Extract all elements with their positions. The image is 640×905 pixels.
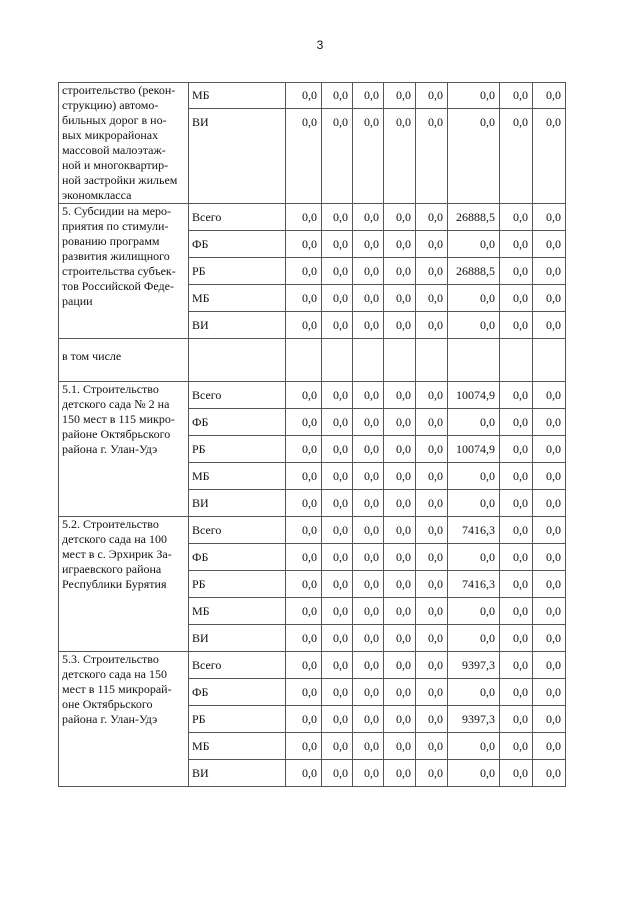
value-cell: 0,0	[322, 544, 353, 571]
value-cell: 0,0	[448, 760, 500, 787]
value-cell: 0,0	[384, 204, 416, 231]
empty-cell	[448, 339, 500, 382]
value-cell: 0,0	[533, 544, 566, 571]
value-cell: 0,0	[448, 285, 500, 312]
value-cell: 0,0	[416, 285, 448, 312]
value-cell: 0,0	[286, 285, 322, 312]
value-cell: 0,0	[533, 285, 566, 312]
value-cell: 0,0	[416, 490, 448, 517]
value-cell: 0,0	[322, 733, 353, 760]
description-line: струкцию) автомо-	[62, 98, 159, 112]
funding-source: Всего	[189, 517, 286, 544]
value-cell: 0,0	[416, 706, 448, 733]
description-line: ной и многоквартир-	[62, 158, 169, 172]
funding-source: ВИ	[189, 490, 286, 517]
value-cell: 0,0	[416, 544, 448, 571]
description-line: ной застройки жильем	[62, 173, 178, 187]
value-cell: 0,0	[286, 312, 322, 339]
value-cell: 0,0	[286, 83, 322, 109]
value-cell: 0,0	[384, 409, 416, 436]
value-cell: 0,0	[322, 231, 353, 258]
item-description	[59, 382, 189, 517]
value-cell: 0,0	[322, 571, 353, 598]
value-cell: 0,0	[416, 83, 448, 109]
value-cell: 0,0	[322, 83, 353, 109]
value-cell: 0,0	[500, 706, 533, 733]
item-description	[59, 517, 189, 652]
value-cell: 0,0	[448, 409, 500, 436]
funding-source: МБ	[189, 733, 286, 760]
value-cell: 0,0	[322, 679, 353, 706]
value-cell: 0,0	[416, 571, 448, 598]
funding-source: ВИ	[189, 109, 286, 204]
description-line: мест в с. Эрхирик За-	[62, 547, 172, 561]
value-cell: 0,0	[500, 760, 533, 787]
value-cell: 0,0	[322, 312, 353, 339]
value-cell: 0,0	[416, 382, 448, 409]
value-cell: 0,0	[448, 490, 500, 517]
empty-cell	[353, 339, 384, 382]
value-cell: 0,0	[286, 231, 322, 258]
funding-source: Всего	[189, 204, 286, 231]
value-cell: 0,0	[322, 598, 353, 625]
value-cell: 0,0	[353, 312, 384, 339]
value-cell: 0,0	[384, 490, 416, 517]
budget-table	[58, 82, 566, 787]
value-cell: 0,0	[533, 706, 566, 733]
empty-cell	[384, 339, 416, 382]
description-line: детского сада на 100	[62, 532, 167, 546]
value-cell: 0,0	[384, 544, 416, 571]
value-cell: 0,0	[286, 679, 322, 706]
funding-source: Всего	[189, 382, 286, 409]
value-cell: 0,0	[353, 625, 384, 652]
value-cell: 0,0	[286, 463, 322, 490]
description-line: районе Октябрьского	[62, 427, 171, 441]
value-cell: 0,0	[500, 382, 533, 409]
value-cell: 0,0	[448, 679, 500, 706]
value-cell: 0,0	[416, 204, 448, 231]
value-cell: 0,0	[286, 258, 322, 285]
value-cell: 0,0	[533, 83, 566, 109]
funding-source: РБ	[189, 571, 286, 598]
value-cell: 0,0	[533, 436, 566, 463]
funding-source: ВИ	[189, 760, 286, 787]
value-cell: 0,0	[500, 312, 533, 339]
value-cell: 0,0	[416, 231, 448, 258]
value-cell: 0,0	[533, 517, 566, 544]
value-cell: 0,0	[286, 490, 322, 517]
funding-source: Всего	[189, 652, 286, 679]
value-cell: 0,0	[500, 258, 533, 285]
description-line: 5. Субсидии на меро-	[62, 204, 172, 218]
item-description	[59, 204, 189, 339]
value-cell: 0,0	[353, 517, 384, 544]
table-row	[59, 652, 566, 679]
value-cell: 0,0	[416, 517, 448, 544]
value-cell: 0,0	[286, 598, 322, 625]
note-cell: в том числе	[59, 339, 189, 382]
value-cell: 0,0	[448, 231, 500, 258]
funding-source: ВИ	[189, 312, 286, 339]
value-cell: 0,0	[500, 231, 533, 258]
value-cell: 0,0	[353, 436, 384, 463]
value-cell: 0,0	[286, 760, 322, 787]
value-cell: 0,0	[416, 625, 448, 652]
empty-cell	[416, 339, 448, 382]
value-cell: 0,0	[353, 706, 384, 733]
value-cell: 0,0	[500, 571, 533, 598]
value-cell: 0,0	[500, 598, 533, 625]
value-cell: 0,0	[353, 652, 384, 679]
value-cell: 0,0	[448, 463, 500, 490]
value-cell: 0,0	[322, 463, 353, 490]
funding-source: ФБ	[189, 409, 286, 436]
value-cell: 0,0	[322, 652, 353, 679]
value-cell: 0,0	[286, 706, 322, 733]
value-cell: 0,0	[500, 285, 533, 312]
value-cell: 0,0	[384, 436, 416, 463]
value-cell: 9397,3	[448, 706, 500, 733]
value-cell: 0,0	[322, 382, 353, 409]
value-cell: 0,0	[384, 733, 416, 760]
value-cell: 0,0	[448, 733, 500, 760]
description-line: рованию программ	[62, 234, 160, 248]
value-cell: 0,0	[533, 258, 566, 285]
value-cell: 0,0	[353, 258, 384, 285]
value-cell: 0,0	[384, 679, 416, 706]
value-cell: 0,0	[353, 83, 384, 109]
value-cell: 0,0	[286, 544, 322, 571]
value-cell: 0,0	[286, 204, 322, 231]
value-cell: 0,0	[500, 733, 533, 760]
value-cell: 0,0	[448, 544, 500, 571]
value-cell: 0,0	[448, 109, 500, 204]
description-line: 5.3. Строительство	[62, 652, 159, 666]
value-cell: 7416,3	[448, 571, 500, 598]
value-cell: 0,0	[533, 231, 566, 258]
value-cell: 0,0	[384, 231, 416, 258]
value-cell: 0,0	[416, 652, 448, 679]
value-cell: 0,0	[448, 312, 500, 339]
value-cell: 0,0	[322, 204, 353, 231]
value-cell: 0,0	[533, 733, 566, 760]
table-row-note	[59, 339, 566, 382]
description-line: приятия по стимули-	[62, 219, 169, 233]
value-cell: 0,0	[384, 382, 416, 409]
funding-source: ФБ	[189, 544, 286, 571]
empty-cell	[500, 339, 533, 382]
value-cell: 0,0	[416, 760, 448, 787]
value-cell: 0,0	[533, 490, 566, 517]
description-line: 5.2. Строительство	[62, 517, 159, 531]
value-cell: 0,0	[353, 382, 384, 409]
table-row	[59, 382, 566, 409]
value-cell: 0,0	[322, 706, 353, 733]
value-cell: 0,0	[384, 652, 416, 679]
funding-source: МБ	[189, 83, 286, 109]
value-cell: 0,0	[353, 285, 384, 312]
value-cell: 0,0	[416, 258, 448, 285]
value-cell: 0,0	[533, 382, 566, 409]
value-cell: 0,0	[533, 204, 566, 231]
value-cell: 0,0	[322, 490, 353, 517]
value-cell: 0,0	[384, 517, 416, 544]
description-line: 150 мест в 115 микро-	[62, 412, 175, 426]
value-cell: 0,0	[500, 83, 533, 109]
value-cell: 0,0	[322, 436, 353, 463]
value-cell: 0,0	[500, 490, 533, 517]
value-cell: 0,0	[533, 463, 566, 490]
value-cell: 0,0	[286, 382, 322, 409]
empty-cell	[286, 339, 322, 382]
value-cell: 0,0	[533, 652, 566, 679]
value-cell: 0,0	[286, 517, 322, 544]
empty-cell	[322, 339, 353, 382]
value-cell: 0,0	[322, 409, 353, 436]
value-cell: 0,0	[322, 109, 353, 204]
page-number: 3	[316, 38, 324, 52]
value-cell: 0,0	[286, 109, 322, 204]
description-line: мест в 115 микрорай-	[62, 682, 172, 696]
table-row	[59, 517, 566, 544]
value-cell: 0,0	[353, 463, 384, 490]
description-line: вых микрорайонах	[62, 128, 159, 142]
value-cell: 0,0	[353, 760, 384, 787]
value-cell: 0,0	[384, 625, 416, 652]
description-line: бильных дорог в но-	[62, 113, 167, 127]
value-cell: 0,0	[353, 231, 384, 258]
funding-source: МБ	[189, 463, 286, 490]
value-cell: 0,0	[533, 598, 566, 625]
value-cell: 0,0	[416, 436, 448, 463]
description-line: детского сада № 2 на	[62, 397, 170, 411]
value-cell: 0,0	[353, 544, 384, 571]
value-cell: 0,0	[384, 571, 416, 598]
funding-source: ФБ	[189, 231, 286, 258]
value-cell: 0,0	[353, 598, 384, 625]
table-row	[59, 204, 566, 231]
value-cell: 0,0	[353, 679, 384, 706]
value-cell: 0,0	[533, 625, 566, 652]
value-cell: 0,0	[353, 571, 384, 598]
value-cell: 0,0	[500, 625, 533, 652]
description-line: района г. Улан-Удэ	[62, 712, 158, 726]
value-cell: 0,0	[384, 285, 416, 312]
value-cell: 9397,3	[448, 652, 500, 679]
value-cell: 0,0	[384, 312, 416, 339]
value-cell: 0,0	[533, 409, 566, 436]
value-cell: 0,0	[286, 436, 322, 463]
value-cell: 0,0	[353, 490, 384, 517]
description-line: экономкласса	[62, 188, 132, 202]
table-row	[59, 83, 566, 109]
funding-source: МБ	[189, 598, 286, 625]
value-cell: 0,0	[533, 312, 566, 339]
value-cell: 0,0	[416, 679, 448, 706]
funding-source: РБ	[189, 258, 286, 285]
value-cell: 0,0	[384, 760, 416, 787]
value-cell: 0,0	[322, 517, 353, 544]
description-line: оне Октябрьского	[62, 697, 153, 711]
value-cell: 0,0	[448, 598, 500, 625]
value-cell: 0,0	[533, 571, 566, 598]
description-line: массовой малоэтаж-	[62, 143, 166, 157]
value-cell: 10074,9	[448, 436, 500, 463]
description-line: строительство (рекон-	[62, 83, 176, 97]
description-line: 5.1. Строительство	[62, 382, 159, 396]
description-line: рации	[62, 294, 93, 308]
value-cell: 0,0	[500, 109, 533, 204]
value-cell: 0,0	[416, 598, 448, 625]
value-cell: 0,0	[500, 517, 533, 544]
value-cell: 0,0	[416, 312, 448, 339]
value-cell: 0,0	[286, 571, 322, 598]
empty-cell	[189, 339, 286, 382]
value-cell: 0,0	[286, 409, 322, 436]
value-cell: 0,0	[322, 625, 353, 652]
value-cell: 0,0	[416, 409, 448, 436]
value-cell: 0,0	[416, 463, 448, 490]
value-cell: 26888,5	[448, 258, 500, 285]
value-cell: 26888,5	[448, 204, 500, 231]
value-cell: 10074,9	[448, 382, 500, 409]
value-cell: 0,0	[384, 83, 416, 109]
value-cell: 0,0	[286, 652, 322, 679]
value-cell: 0,0	[416, 733, 448, 760]
description-line: Республики Бурятия	[62, 577, 167, 591]
value-cell: 0,0	[384, 706, 416, 733]
description-line: детского сада на 150	[62, 667, 167, 681]
funding-source: ВИ	[189, 625, 286, 652]
value-cell: 0,0	[500, 463, 533, 490]
value-cell: 0,0	[384, 598, 416, 625]
value-cell: 0,0	[384, 109, 416, 204]
description-line: района г. Улан-Удэ	[62, 442, 158, 456]
funding-source: МБ	[189, 285, 286, 312]
value-cell: 0,0	[384, 258, 416, 285]
value-cell: 0,0	[286, 625, 322, 652]
value-cell: 0,0	[322, 285, 353, 312]
value-cell: 0,0	[500, 679, 533, 706]
description-line: играевского района	[62, 562, 162, 576]
description-line: развития жилищного	[62, 249, 170, 263]
empty-cell	[533, 339, 566, 382]
value-cell: 0,0	[416, 109, 448, 204]
value-cell: 0,0	[533, 109, 566, 204]
value-cell: 0,0	[384, 463, 416, 490]
funding-source: РБ	[189, 706, 286, 733]
funding-source: ФБ	[189, 679, 286, 706]
value-cell: 0,0	[353, 109, 384, 204]
value-cell: 0,0	[286, 733, 322, 760]
value-cell: 0,0	[500, 652, 533, 679]
item-description	[59, 83, 189, 204]
description-line: строительства субъек-	[62, 264, 176, 278]
value-cell: 0,0	[353, 733, 384, 760]
value-cell: 0,0	[500, 436, 533, 463]
value-cell: 0,0	[353, 409, 384, 436]
value-cell: 0,0	[500, 204, 533, 231]
value-cell: 0,0	[353, 204, 384, 231]
description-line: тов Российской Феде-	[62, 279, 174, 293]
value-cell: 0,0	[322, 760, 353, 787]
value-cell: 0,0	[533, 679, 566, 706]
funding-source: РБ	[189, 436, 286, 463]
item-description	[59, 652, 189, 787]
value-cell: 0,0	[322, 258, 353, 285]
value-cell: 0,0	[448, 83, 500, 109]
value-cell: 0,0	[533, 760, 566, 787]
value-cell: 7416,3	[448, 517, 500, 544]
value-cell: 0,0	[448, 625, 500, 652]
value-cell: 0,0	[500, 544, 533, 571]
value-cell: 0,0	[500, 409, 533, 436]
